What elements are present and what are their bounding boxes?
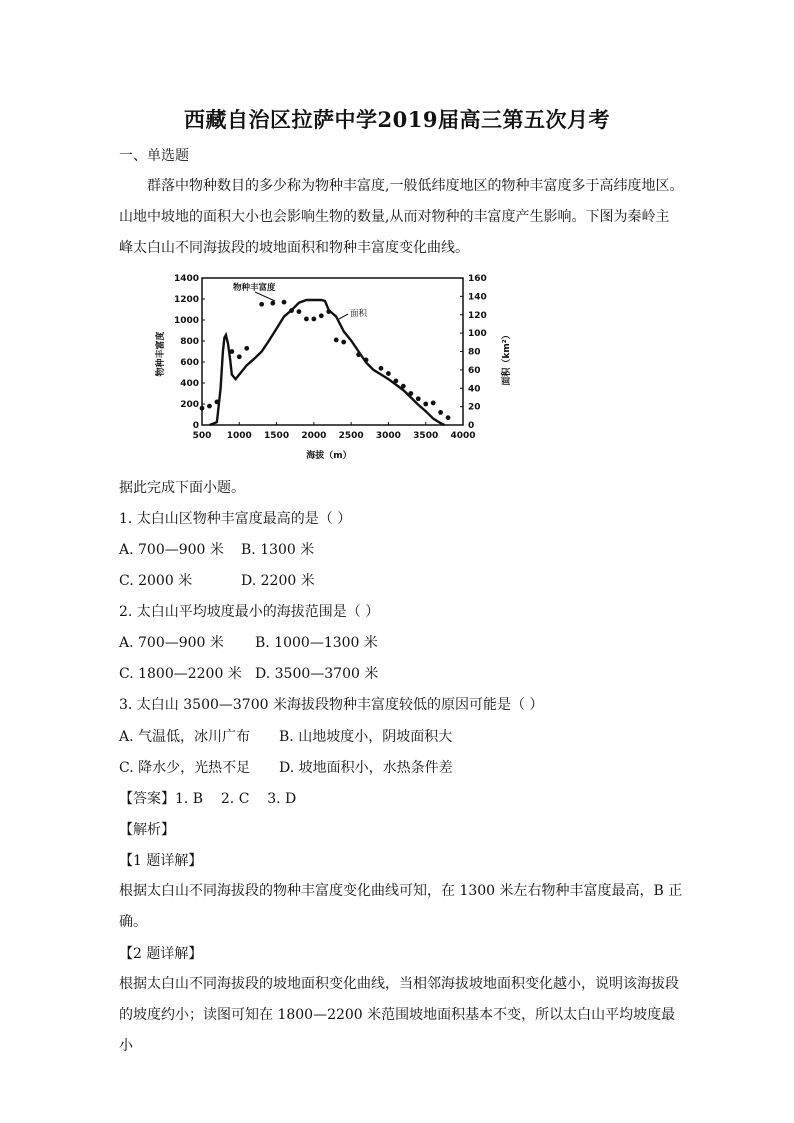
y-right-tick-label: 60 [468,365,481,376]
richness-data-point [341,340,346,345]
y-left-tick-label: 1200 [173,295,199,305]
richness-data-point [334,338,339,343]
series-label-area: 面积 [350,309,368,319]
richness-data-point [408,391,413,396]
question-3-stem: 3. 太白山 3500—3700 米海拔段物种丰富度较低的原因可能是（ ） [119,697,544,713]
area-label-pointer [337,314,348,320]
q3-option-d[interactable]: D. 坡地面积小，水热条件差 [279,760,453,776]
question-3-options-row-1 [119,726,452,746]
x-axis-title: 海拔（m） [306,451,352,461]
richness-data-point [379,366,384,371]
x-tick-label: 500 [192,431,212,441]
y-left-tick-label: 200 [180,400,199,410]
richness-data-point [386,371,391,376]
analysis-heading: 【解析】 [119,822,175,838]
q3-option-b[interactable]: B. 山地坡度小，阴坡面积大 [279,729,453,745]
richness-data-point [401,384,406,389]
y-right-tick-label: 80 [468,347,481,358]
richness-data-point [311,317,316,322]
area-series-line [210,300,445,425]
q2-detail-line-1: 根据太白山不同海拔段的坡地面积变化曲线，当相邻海拔坡地面积变化越小，说明该海拔段 [119,976,679,992]
q1-detail-text [119,876,685,938]
x-tick-label: 3000 [375,431,401,441]
q1-option-c[interactable]: C. 2000 米 [119,573,193,589]
richness-data-point [229,349,234,354]
y-left-tick-label: 1400 [173,274,199,284]
richness-data-point [237,354,242,359]
question-2-options-row-1 [119,632,378,652]
y-left-tick-label: 400 [180,379,199,389]
x-tick-label: 1000 [226,431,252,441]
intro-line-1: 群落中物种数目的多少称为物种丰富度,一般低纬度地区的物种丰富度多于高纬度地区。 [147,178,684,194]
richness-data-point [393,379,398,384]
intro-line-2: 山地中坡地的面积大小也会影响生物的数量,从而对物种的丰富度产生影响。下图为秦岭主 [119,209,670,225]
richness-data-point [282,300,287,305]
q1-detail-heading: 【1 题详解】 [119,853,203,869]
richness-data-point [416,396,421,401]
q1-option-a[interactable]: A. 700—900 米 [119,542,224,558]
y-right-tick-label: 40 [468,384,481,395]
question-1-options-row-1 [119,539,314,559]
y-left-tick-label: 1000 [173,316,199,326]
richness-label-pointer [255,292,275,301]
richness-data-point [289,308,294,313]
y-left-axis-title: 物种丰富度 [156,331,166,377]
question-3-options-row-2 [119,757,453,777]
section-heading: 一、单选题 [119,148,189,164]
q1-option-d[interactable]: D. 2200 米 [241,573,315,589]
y-right-tick-label: 0 [468,421,475,431]
richness-data-point [438,410,443,415]
richness-data-point [215,400,220,405]
q2-detail-heading: 【2 题详解】 [119,946,203,962]
richness-data-point [326,309,331,314]
richness-data-point [431,401,436,406]
x-tick-label: 1500 [264,431,290,441]
q3-option-a[interactable]: A. 气温低，冰川广布 [119,729,251,745]
q3-option-c[interactable]: C. 降水少，光热不足 [119,760,251,776]
question-2-stem: 2. 太白山平均坡度最小的海拔范围是（ ） [119,604,380,620]
instruction-text: 据此完成下面小题。 [119,480,245,496]
q2-detail-line-2: 的坡度约小；读图可知在 1800—2200 米范围坡地面积基本不变，所以太白山平均坡度最小 [119,1007,676,1054]
q1-detail-line-1: 根据太白山不同海拔段的物种丰富度变化曲线可知，在 1300 米左右物种丰富度最高，B 正 [119,883,683,899]
y-right-tick-label: 120 [468,310,487,321]
y-right-tick-label: 160 [468,274,487,284]
richness-data-point [244,346,249,351]
y-left-tick-label: 600 [180,358,199,368]
intro-paragraph [119,171,685,264]
answer-line: 【答案】1. B 2. C 3. D [119,791,297,807]
richness-data-point [200,406,205,411]
y-right-tick-label: 20 [468,402,481,413]
richness-data-point [423,402,428,407]
x-tick-label: 2500 [338,431,364,441]
y-right-tick-label: 100 [468,329,487,340]
y-left-tick-label: 800 [180,337,199,347]
y-left-tick-label: 0 [192,421,199,431]
intro-line-3: 峰太白山不同海拔段的坡地面积和物种丰富度变化曲线。 [119,240,469,256]
richness-data-point [304,317,309,322]
richness-data-point [364,358,369,363]
q1-option-b[interactable]: B. 1300 米 [241,542,315,558]
question-1-stem: 1. 太白山区物种丰富度最高的是（ ） [119,511,352,527]
question-1-options-row-2 [119,570,315,590]
q2-option-a[interactable]: A. 700—900 米 [119,635,224,651]
altitude-chart [143,268,512,464]
page-title: 西藏自治区拉萨中学2019届高三第五次月考 [184,107,610,132]
x-tick-label: 4000 [450,431,476,441]
question-2-options-row-2 [119,663,378,683]
richness-data-point [446,415,451,420]
richness-data-point [259,302,264,307]
richness-data-point [319,313,324,318]
richness-data-point [270,301,275,306]
richness-data-point [207,404,212,409]
richness-data-point [356,352,361,357]
x-tick-label: 3500 [413,431,439,441]
q1-detail-line-2: 确。 [119,914,147,930]
q2-option-c[interactable]: C. 1800—2200 米 [119,666,242,682]
x-tick-label: 2000 [301,431,327,441]
q2-detail-text [119,969,685,1062]
y-right-axis-title: 面积（km²） [502,330,512,386]
series-label-richness: 物种丰富度 [233,283,276,293]
richness-data-point [297,309,302,314]
q2-option-b[interactable]: B. 1000—1300 米 [255,635,378,651]
y-right-tick-label: 140 [468,292,487,303]
q2-option-d[interactable]: D. 3500—3700 米 [255,666,379,682]
